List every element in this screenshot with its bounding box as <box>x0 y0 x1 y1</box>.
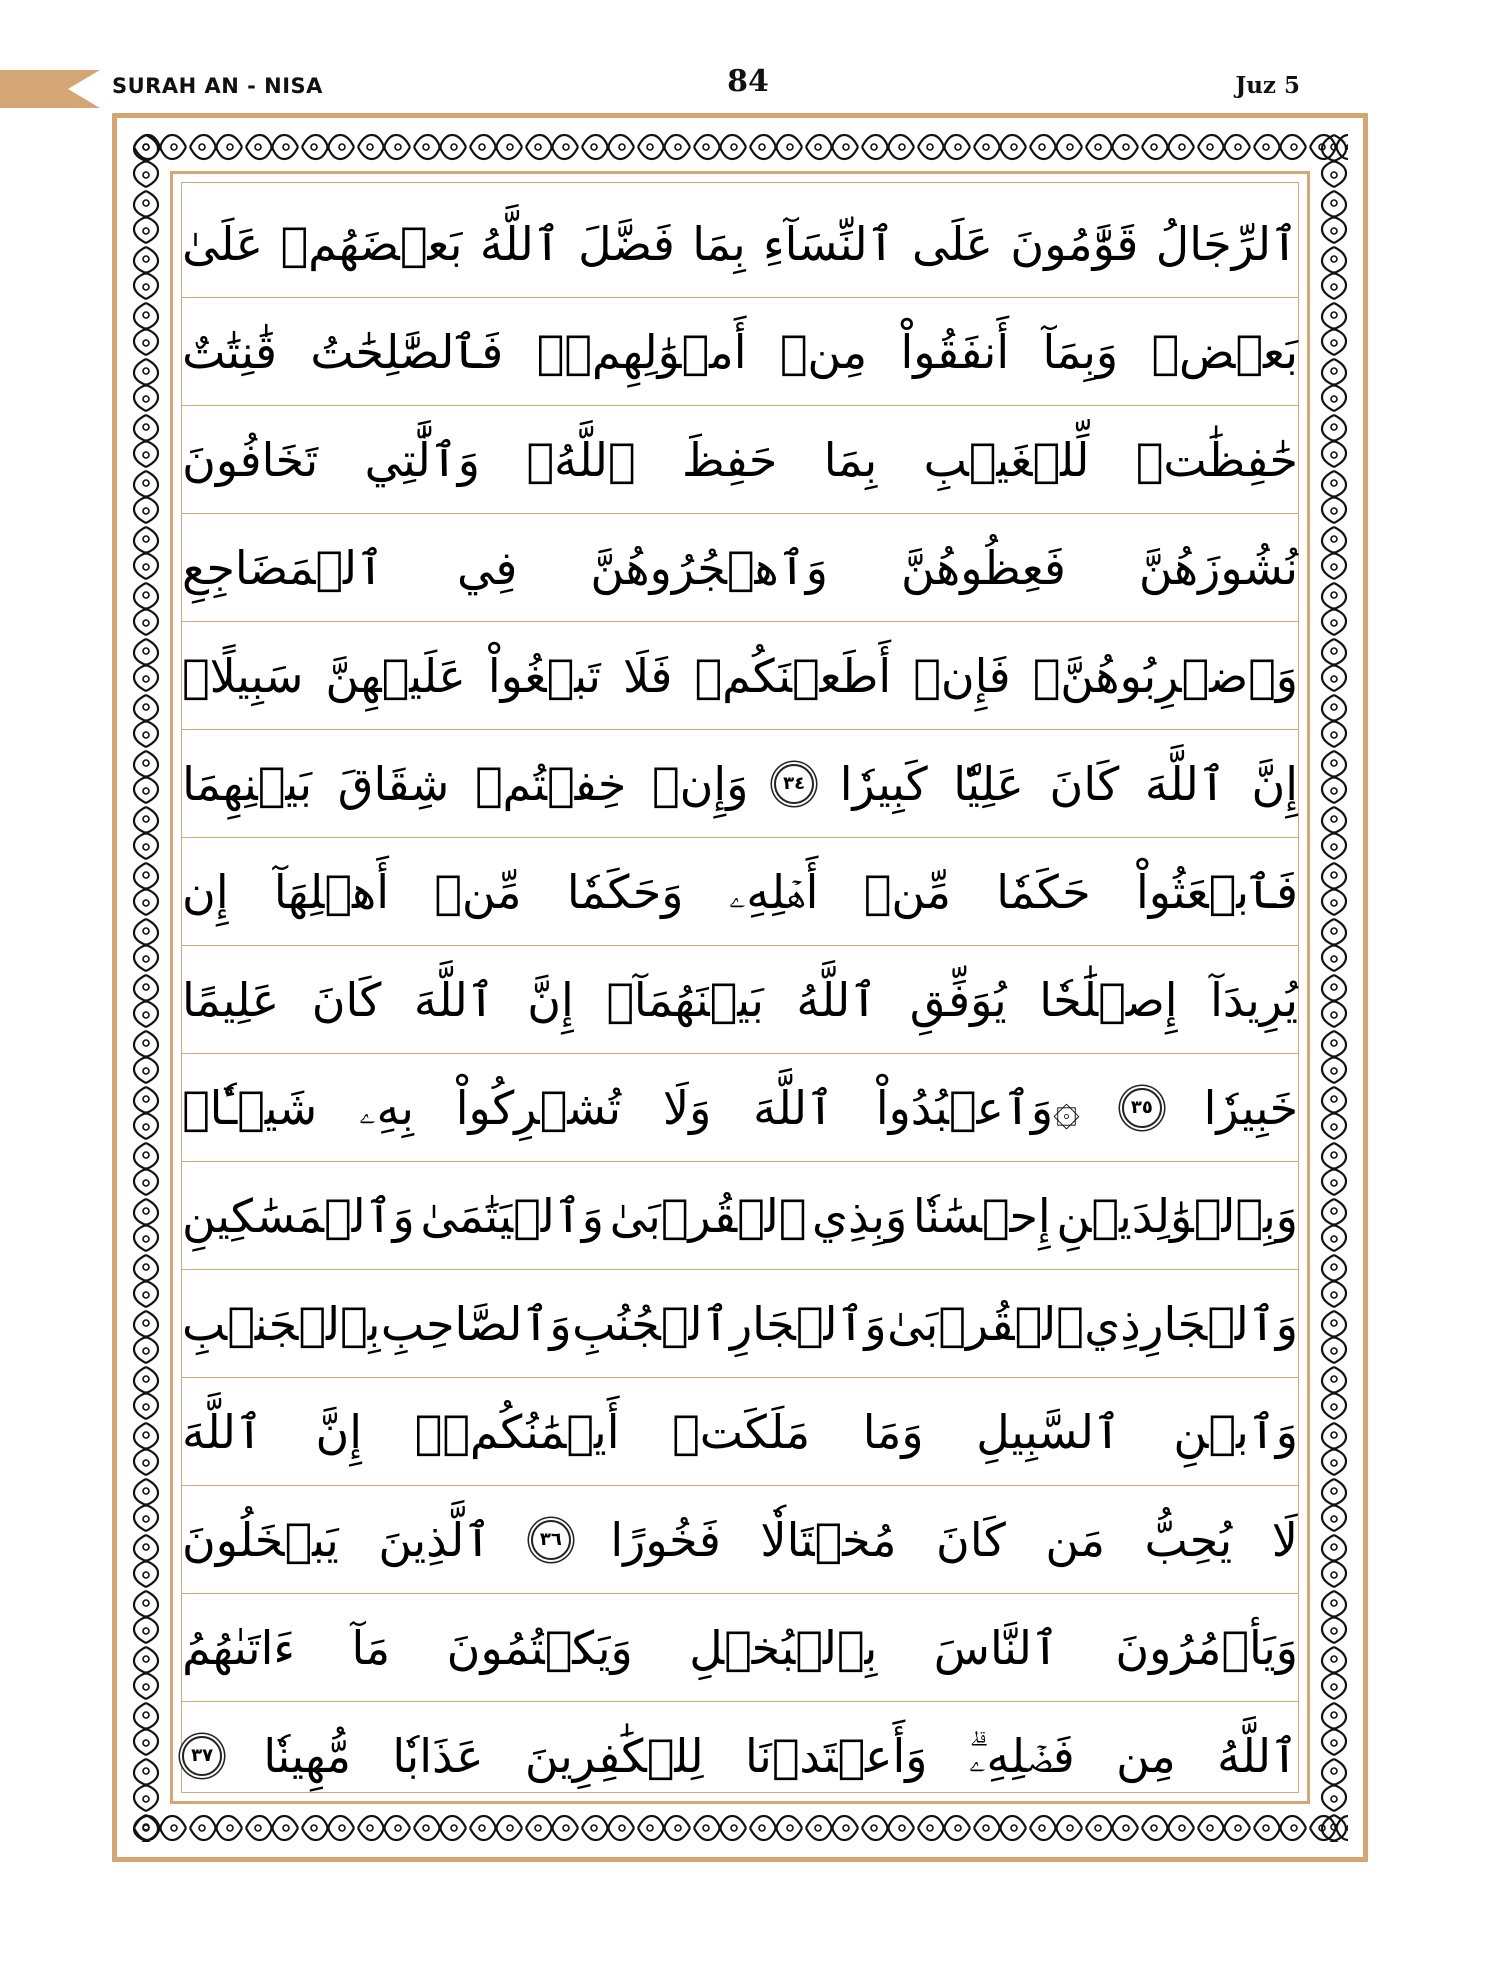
word: وَبِذِي <box>812 1188 908 1243</box>
word: وَٱهۡجُرُوهُنَّ <box>590 540 828 595</box>
word: وَبِٱلۡوَٰلِدَيۡنِ <box>1056 1188 1298 1243</box>
word: ٱلسَّبِيلِ <box>976 1404 1121 1459</box>
word: إِحۡسَٰنٗا <box>912 1188 1051 1243</box>
verse-marker: ٣٧ <box>182 1736 222 1776</box>
word: وَٱضۡرِبُوهُنَّۖ <box>1032 648 1298 703</box>
word: فِي <box>457 540 518 595</box>
word: عَلَىٰ <box>182 216 264 271</box>
word: وَٱلصَّاحِبِ <box>380 1296 572 1351</box>
text-line <box>182 1486 1298 1594</box>
text-line <box>182 298 1298 406</box>
word: ٱللَّهُ <box>1217 1729 1298 1783</box>
word: كَبِيرٗا <box>839 756 928 811</box>
word: بِٱلۡجَنۢبِ <box>182 1296 381 1351</box>
word: ٱلَّذِينَ <box>378 1512 492 1567</box>
word: بَعۡضَهُمۡ <box>280 216 463 271</box>
word: وَحَكَمٗا <box>566 864 684 919</box>
word: أَمۡوَٰلِهِمۡۚ <box>536 324 747 379</box>
word: وَيَكۡتُمُونَ <box>446 1620 633 1675</box>
text-line <box>182 190 1298 298</box>
word: إِنَّ <box>527 972 574 1027</box>
word: أَطَعۡنَكُمۡ <box>694 648 892 703</box>
word: ٱلۡمَضَاجِعِ <box>182 540 385 595</box>
word: بِٱلۡبُخۡلِ <box>689 1620 878 1675</box>
word: مَن <box>1045 1512 1105 1567</box>
word: فَضۡلِهِۦۗ <box>968 1729 1075 1783</box>
text-line <box>182 622 1298 730</box>
word: وَيَأۡمُرُونَ <box>1115 1620 1298 1675</box>
word: حَٰفِظَٰتٞ <box>1135 432 1298 487</box>
ornament-border-right <box>1314 133 1354 1842</box>
word: يُحِبُّ <box>1144 1512 1233 1567</box>
word: تَبۡغُواْ <box>487 648 601 703</box>
text-line <box>182 514 1298 622</box>
word: ٱللَّهَ <box>1144 756 1226 811</box>
word: يَبۡخَلُونَ <box>182 1512 339 1567</box>
word: إِنَّ <box>315 1404 363 1459</box>
word: ٱلۡقُرۡبَىٰ <box>609 1188 807 1243</box>
text-line <box>182 730 1298 838</box>
surah-title: SURAH AN - NISA <box>112 74 323 98</box>
word: لِلۡكَٰفِرِينَ <box>524 1729 704 1783</box>
verse-marker: ٣٦ <box>531 1520 571 1560</box>
word: وَٱلۡيَتَٰمَىٰ <box>420 1188 604 1243</box>
word: بَيۡنِهِمَا <box>182 756 313 811</box>
verse-marker: ٣٤ <box>774 764 814 804</box>
word: وَٱبۡنِ <box>1173 1404 1298 1459</box>
page-number: 84 <box>727 64 769 99</box>
word: ٱلۡجُنُبِ <box>572 1296 730 1351</box>
word: ٱلۡقُرۡبَىٰ <box>887 1296 1084 1351</box>
word: وَأَعۡتَدۡنَا <box>745 1729 928 1783</box>
ornament-border-top <box>132 127 1348 167</box>
word: شِقَاقَ <box>337 756 450 811</box>
word: يُوَفِّقِ <box>909 972 1007 1027</box>
word: فَإِنۡ <box>913 648 1011 703</box>
word: ٱللَّهَ <box>413 972 495 1027</box>
word: مِّنۡ <box>863 864 951 919</box>
word: ٱللَّهُ <box>796 972 878 1027</box>
word: مِن <box>1116 1729 1176 1783</box>
word: شَيۡـٔٗاۖ <box>182 1080 318 1135</box>
word: خِفۡتُمۡ <box>474 756 627 811</box>
word: لِّلۡغَيۡبِ <box>923 432 1090 487</box>
juz-label: Juz 5 <box>1235 72 1300 99</box>
word: بِهِۦ <box>359 1080 414 1135</box>
word: ٱلنَّاسَ <box>933 1620 1059 1675</box>
word: ءَاتَىٰهُمُ <box>182 1620 295 1675</box>
word: بَيۡنَهُمَآۗ <box>606 972 764 1027</box>
word: عَلِيمًا <box>182 972 280 1027</box>
word: قَوَّٰمُونَ <box>1010 216 1139 271</box>
word: وَمَا <box>862 1404 924 1459</box>
word: كَانَ <box>936 1512 1006 1567</box>
word: بَعۡضٖ <box>1151 324 1298 379</box>
word: ذِي <box>1084 1296 1141 1351</box>
word: لَا <box>1271 1512 1298 1567</box>
word: أَهۡلِهِۦ <box>728 864 819 919</box>
word: وَٱلۡمَسَٰكِينِ <box>182 1188 415 1243</box>
word: ٱللَّهُ <box>479 216 561 271</box>
word: مُّهِينٗا <box>263 1729 352 1783</box>
word: ٱللَّهَ <box>182 1404 263 1459</box>
word: وَٱلۡجَارِ <box>1141 1296 1298 1351</box>
word: وَإِنۡ <box>652 756 749 811</box>
word: ٱلنِّسَآءِ <box>763 216 895 271</box>
word: ٱللَّهُۚ <box>526 432 636 487</box>
word: وَٱلۡجَارِ <box>729 1296 887 1351</box>
word: مَآ <box>351 1620 391 1675</box>
word: بِمَا <box>823 432 878 487</box>
text-line <box>182 1378 1298 1486</box>
word: كَانَ <box>1049 756 1120 811</box>
word: عَلَى <box>911 216 994 271</box>
word: عَذَابٗا <box>392 1729 484 1783</box>
word: إِن <box>182 864 229 919</box>
word: فَضَّلَ <box>578 216 675 271</box>
quran-text <box>182 190 1298 1820</box>
word: تَخَافُونَ <box>182 432 319 487</box>
text-line <box>182 838 1298 946</box>
word: تُشۡرِكُواْ <box>455 1080 622 1135</box>
word: فَٱلصَّٰلِحَٰتُ <box>310 324 504 379</box>
word: أَهۡلِهَآ <box>273 864 389 919</box>
word: قَٰنِتَٰتٌ <box>182 324 277 379</box>
word: بِمَا <box>692 216 746 271</box>
word: سَبِيلًاۗ <box>182 648 304 703</box>
word: مِنۡ <box>779 324 868 379</box>
word: ٱلرِّجَالُ <box>1155 216 1298 271</box>
word: إِنَّ <box>1251 756 1298 811</box>
word: وَلَا <box>662 1080 712 1135</box>
word: وَٱلَّٰتِي <box>364 432 480 487</box>
word: يُرِيدَآ <box>1210 972 1298 1027</box>
word: فَلَا <box>622 648 673 703</box>
word: خَبِيرٗا <box>1203 1080 1298 1135</box>
word: ٱللَّهَ <box>753 1080 834 1135</box>
text-line <box>182 1162 1298 1270</box>
word: ۞وَٱعۡبُدُواْ <box>875 1080 1081 1135</box>
word: نُشُوزَهُنَّ <box>1138 540 1298 595</box>
text-line <box>182 1702 1298 1810</box>
word: إِصۡلَٰحٗا <box>1039 972 1178 1027</box>
word: أَيۡمَٰنُكُمۡۗ <box>414 1404 620 1459</box>
word: فَعِظُوهُنَّ <box>900 540 1066 595</box>
ornament-border-left <box>126 133 166 1842</box>
word: عَلَيۡهِنَّ <box>325 648 466 703</box>
word: عَلِيّٗا <box>953 756 1024 811</box>
text-line <box>182 1594 1298 1702</box>
word: حَكَمٗا <box>996 864 1091 919</box>
word: وَبِمَآ <box>1042 324 1119 379</box>
word: أَنفَقُواْ <box>900 324 1010 379</box>
word: مُخۡتَالٗا <box>760 1512 897 1567</box>
text-line <box>182 946 1298 1054</box>
word: مِّنۡ <box>434 864 522 919</box>
word: مَلَكَتۡ <box>672 1404 811 1459</box>
text-line <box>182 1270 1298 1378</box>
word: كَانَ <box>311 972 382 1027</box>
word: فَخُورًا <box>610 1512 721 1567</box>
word: حَفِظَ <box>681 432 778 487</box>
text-line <box>182 1054 1298 1162</box>
word: فَٱبۡعَثُواْ <box>1136 864 1298 919</box>
verse-marker: ٣٥ <box>1122 1088 1162 1128</box>
text-line <box>182 406 1298 514</box>
